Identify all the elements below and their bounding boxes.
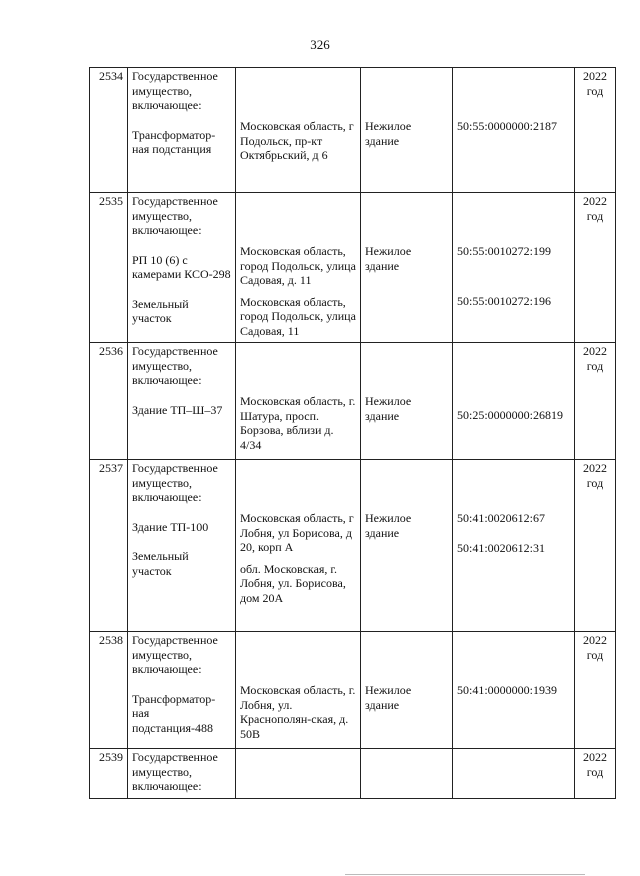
row-number: 2535 xyxy=(90,193,128,343)
object-name: Здание ТП-100 xyxy=(132,519,209,534)
type-cell xyxy=(361,193,453,343)
cadastral-number: 50:41:0020612:31 xyxy=(457,540,546,555)
object-name-cell xyxy=(128,460,236,632)
year-cell: 2022 год xyxy=(575,193,616,343)
property-registry-table xyxy=(89,67,616,799)
year-cell: 2022 год xyxy=(575,749,616,799)
group-label: Государственное имущество, включающее: xyxy=(132,750,218,793)
group-label: Государственное имущество, включающее: xyxy=(132,194,218,237)
object-address: обл. Московская, г. Лобня, ул. Борисова, дом 20А xyxy=(240,561,346,605)
object-type: Нежилое здание xyxy=(365,244,412,273)
object-name: Трансформатор-ная подстанция-488 xyxy=(132,691,216,735)
cadastral-number: 50:41:0020612:67 xyxy=(457,511,546,525)
object-name-cell xyxy=(128,193,236,343)
cadastral-cell xyxy=(453,749,575,799)
cadastral-cell xyxy=(453,460,575,632)
table-row xyxy=(90,68,616,193)
object-name: Земельный участок xyxy=(132,296,189,325)
table-row xyxy=(90,343,616,460)
object-type: Нежилое здание xyxy=(365,683,412,712)
group-label: Государственное имущество, включающее: xyxy=(132,69,218,112)
object-name-cell xyxy=(128,632,236,749)
object-type: Нежилое здание xyxy=(365,394,412,423)
year-cell: 2022 год xyxy=(575,460,616,632)
group-label: Государственное имущество, включающее: xyxy=(132,633,218,676)
group-label: Государственное имущество, включающее: xyxy=(132,461,218,504)
cadastral-number: 50:55:0000000:2187 xyxy=(457,119,558,133)
cadastral-number: 50:55:0010272:199 xyxy=(457,244,552,258)
table-row xyxy=(90,460,616,632)
object-type: Нежилое здание xyxy=(365,511,412,540)
object-address: Московская область, г. Лобня, ул. Краснополян-ская, д. 50В xyxy=(240,683,356,741)
object-address: Московская область, город Подольск, улица Садовая, д. 11 xyxy=(240,244,356,287)
address-cell xyxy=(236,68,361,193)
cadastral-number: 50:41:0000000:1939 xyxy=(457,683,558,697)
year-cell: 2022 год xyxy=(575,343,616,460)
cadastral-cell xyxy=(453,343,575,460)
object-address: Московская область, г. Шатура, просп. Борзова, вблизи д. 4/34 xyxy=(240,394,356,452)
table-row xyxy=(90,749,616,799)
row-number: 2534 xyxy=(90,68,128,193)
type-cell xyxy=(361,68,453,193)
group-label: Государственное имущество, включающее: xyxy=(132,344,218,387)
cadastral-cell xyxy=(453,68,575,193)
object-name: Трансформатор-ная подстанция xyxy=(132,127,216,156)
object-name-cell xyxy=(128,68,236,193)
object-address: Московская область, г Лобня, ул Борисова, д 20, корп А xyxy=(240,511,354,554)
type-cell xyxy=(361,460,453,632)
object-type: Нежилое здание xyxy=(365,119,412,148)
cadastral-cell xyxy=(453,193,575,343)
address-cell xyxy=(236,193,361,343)
object-name-cell xyxy=(128,749,236,799)
row-number: 2537 xyxy=(90,460,128,632)
object-name: Здание ТП–Ш–37 xyxy=(132,402,223,417)
row-number: 2539 xyxy=(90,749,128,799)
row-number: 2536 xyxy=(90,343,128,460)
table-row xyxy=(90,632,616,749)
row-number: 2538 xyxy=(90,632,128,749)
year-cell: 2022 год xyxy=(575,68,616,193)
address-cell xyxy=(236,632,361,749)
cadastral-number: 50:25:0000000:26819 xyxy=(457,408,564,422)
object-address: Московская область, город Подольск, улица Садовая, 11 xyxy=(240,294,356,338)
year-cell: 2022 год xyxy=(575,632,616,749)
object-name-cell xyxy=(128,343,236,460)
address-cell xyxy=(236,749,361,799)
object-name: Земельный участок xyxy=(132,549,189,578)
type-cell xyxy=(361,343,453,460)
type-cell xyxy=(361,749,453,799)
address-cell xyxy=(236,343,361,460)
address-cell xyxy=(236,460,361,632)
page-number: 326 xyxy=(310,37,330,52)
type-cell xyxy=(361,632,453,749)
cadastral-number: 50:55:0010272:196 xyxy=(457,293,552,308)
object-address: Московская область, г Подольск, пр-кт Октябрьский, д 6 xyxy=(240,119,354,162)
cadastral-cell xyxy=(453,632,575,749)
object-name: РП 10 (6) с камерами КСО-298 xyxy=(132,252,231,281)
table-row xyxy=(90,193,616,343)
scan-edge-line xyxy=(345,874,585,875)
